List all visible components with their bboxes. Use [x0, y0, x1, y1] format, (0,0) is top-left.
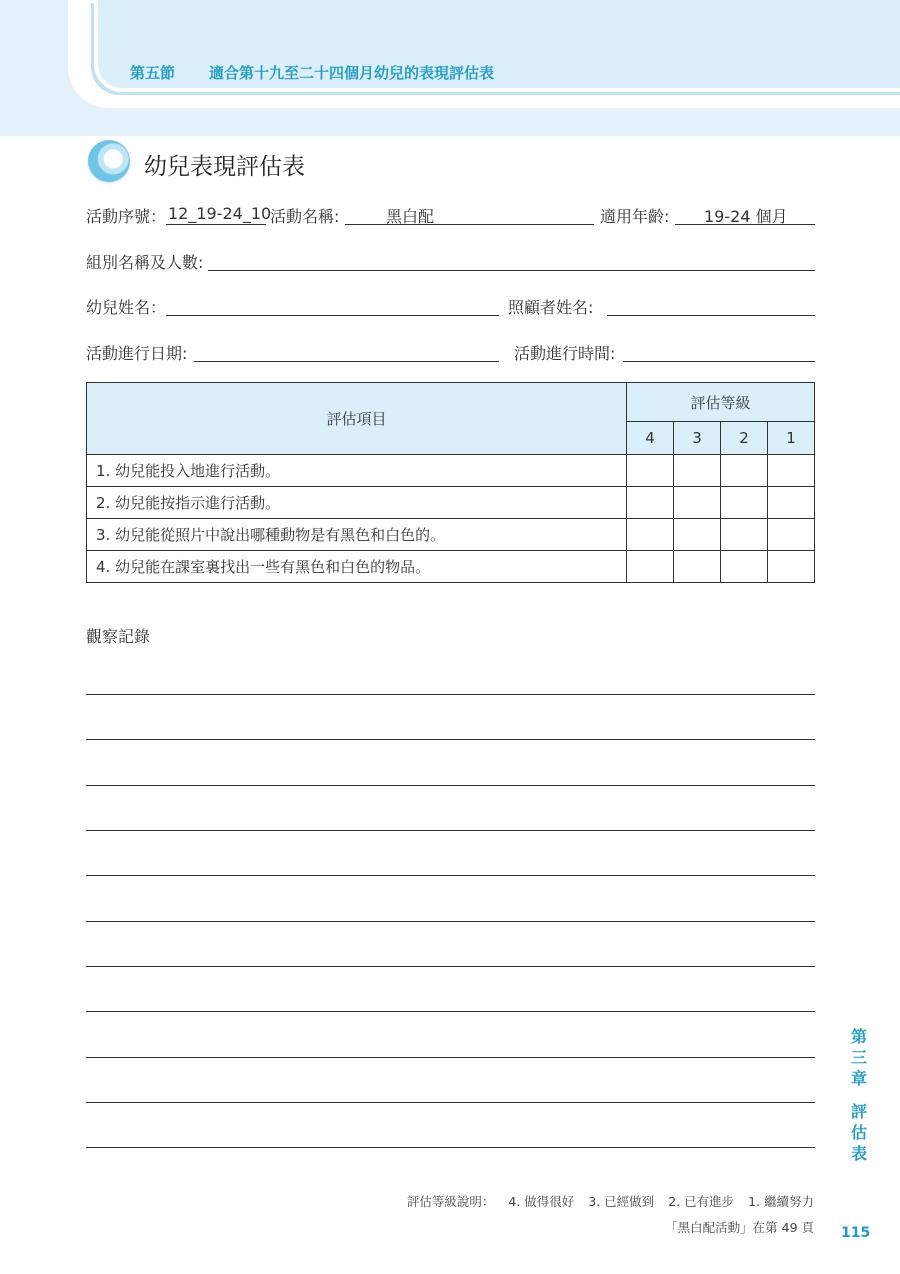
- age-value: 19-24 個月: [704, 207, 788, 226]
- activity-name-line: [345, 204, 594, 225]
- item-text: 1. 幼兒能投入地進行活動。: [87, 455, 627, 487]
- date-field[interactable]: [194, 341, 499, 362]
- rating-cell[interactable]: [721, 551, 768, 583]
- section-header: [130, 62, 494, 83]
- item-text: 4. 幼兒能在課室裏找出一些有黑色和白色的物品。: [87, 551, 627, 583]
- level-3-header: 3: [674, 422, 721, 455]
- rating-cell[interactable]: [721, 519, 768, 551]
- observation-line[interactable]: [86, 966, 815, 967]
- observation-line[interactable]: [86, 830, 815, 831]
- rating-cell[interactable]: [674, 487, 721, 519]
- observation-line[interactable]: [86, 921, 815, 922]
- rating-cell[interactable]: [768, 551, 815, 583]
- item-header: 評估項目: [87, 383, 627, 455]
- level-4-header: 4: [627, 422, 674, 455]
- table-row: [87, 487, 815, 519]
- activity-name-value: 黑白配: [386, 207, 435, 226]
- observation-line[interactable]: [86, 875, 815, 876]
- observation-line[interactable]: [86, 785, 815, 786]
- rating-cell[interactable]: [768, 487, 815, 519]
- activity-name-label: 活動名稱:: [270, 207, 340, 226]
- observation-title: 觀察記錄: [86, 627, 151, 646]
- rating-cell[interactable]: [627, 551, 674, 583]
- rating-cell[interactable]: [674, 519, 721, 551]
- table-header-row: [87, 383, 815, 422]
- page-reference: 「黑白配活動」在第 49 頁: [665, 1220, 814, 1235]
- observation-line[interactable]: [86, 1011, 815, 1012]
- legend-label: 評估等級說明：: [406, 1194, 495, 1209]
- legend-item: 3. 已經做到: [588, 1194, 655, 1209]
- observation-line[interactable]: [86, 739, 815, 740]
- rating-cell[interactable]: [627, 487, 674, 519]
- time-label: 活動進行時間:: [514, 344, 616, 363]
- section-number: 第五節: [130, 64, 176, 82]
- rating-cell[interactable]: [627, 455, 674, 487]
- chapter-char: 三: [850, 1048, 867, 1067]
- chapter-side-tab: [849, 1026, 869, 1164]
- child-name-label: 幼兒姓名：: [86, 298, 167, 317]
- rating-cell[interactable]: [674, 551, 721, 583]
- item-text: 2. 幼兒能按指示進行活動。: [87, 487, 627, 519]
- evaluation-table: [86, 382, 815, 583]
- level-header: 評估等級: [627, 383, 815, 422]
- observation-line[interactable]: [86, 694, 815, 695]
- section-title: 適合第十九至二十四個月幼兒的表現評估表: [209, 64, 495, 82]
- chapter-char: 章: [850, 1069, 867, 1088]
- observation-line[interactable]: [86, 1102, 815, 1103]
- rating-cell[interactable]: [768, 519, 815, 551]
- item-text: 3. 幼兒能從照片中說出哪種動物是有黑色和白色的。: [87, 519, 627, 551]
- form-title: 幼兒表現評估表: [144, 154, 305, 180]
- group-field[interactable]: [208, 250, 815, 271]
- level-2-header: 2: [721, 422, 768, 455]
- rating-cell[interactable]: [721, 455, 768, 487]
- carer-name-field[interactable]: [607, 295, 815, 316]
- activity-no-value: 12_19-24_10: [168, 204, 272, 223]
- time-field[interactable]: [623, 341, 815, 362]
- chapter-char: 第: [850, 1027, 867, 1046]
- page-number: 115: [841, 1225, 871, 1241]
- group-label: 組別名稱及人數:: [86, 253, 204, 272]
- level-1-header: 1: [768, 422, 815, 455]
- child-name-field[interactable]: [166, 295, 499, 316]
- rating-cell[interactable]: [674, 455, 721, 487]
- date-label: 活動進行日期:: [86, 344, 188, 363]
- chapter-name-char: 表: [850, 1144, 867, 1163]
- age-label: 適用年齡:: [600, 207, 670, 226]
- legend-item: 2. 已有進步: [668, 1194, 735, 1209]
- activity-no-label: 活動序號：: [86, 207, 167, 226]
- rating-cell[interactable]: [768, 455, 815, 487]
- legend-item: 1. 繼續努力: [748, 1194, 814, 1209]
- chapter-name-char: 評: [850, 1102, 867, 1121]
- table-row: [87, 519, 815, 551]
- observation-line[interactable]: [86, 1147, 815, 1148]
- bubble-icon: [88, 140, 130, 182]
- legend-item: 4. 做得很好: [508, 1194, 575, 1209]
- chapter-name-char: 估: [850, 1123, 867, 1142]
- rating-legend: [407, 1192, 814, 1210]
- rating-cell[interactable]: [721, 487, 768, 519]
- rating-cell[interactable]: [627, 519, 674, 551]
- table-row: [87, 551, 815, 583]
- carer-name-label: 照顧者姓名:: [508, 298, 594, 317]
- table-row: [87, 455, 815, 487]
- observation-line[interactable]: [86, 1057, 815, 1058]
